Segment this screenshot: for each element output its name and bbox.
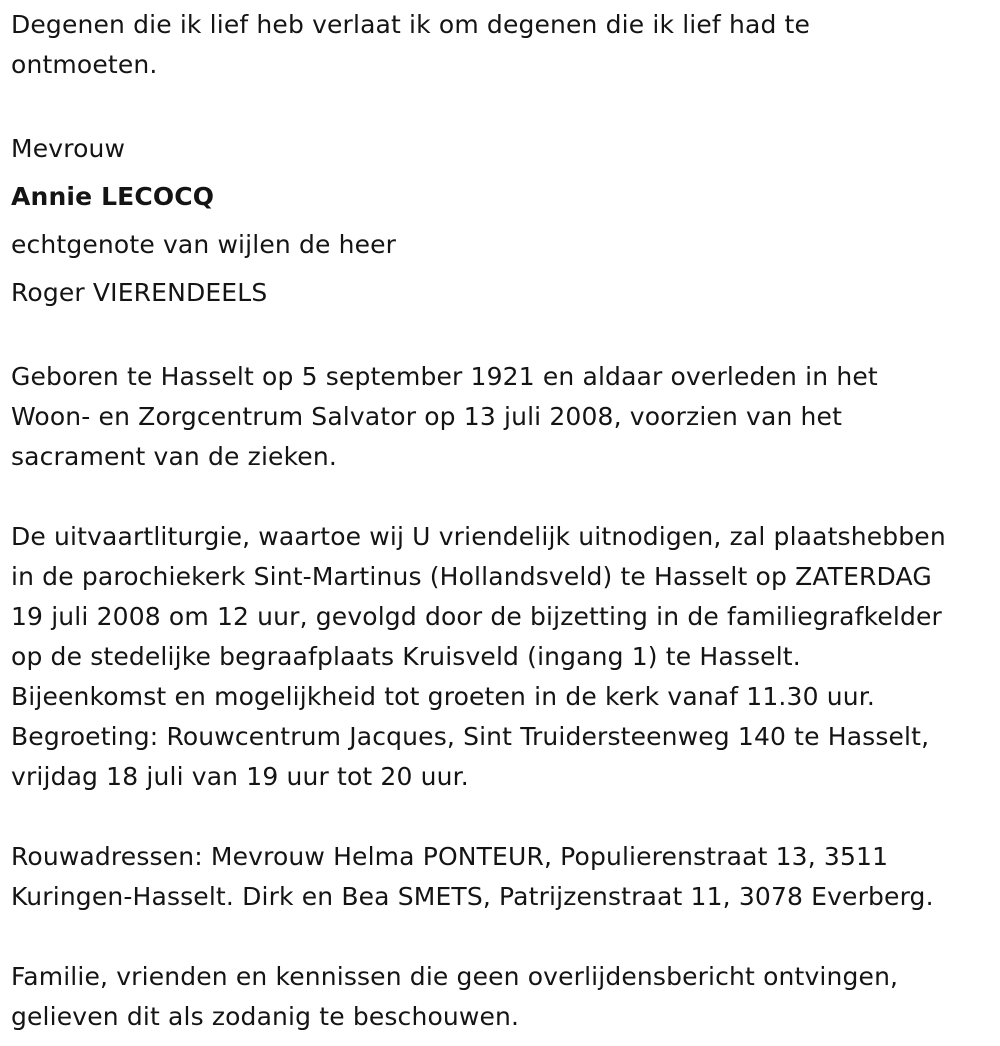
intro-line: Degenen die ik lief heb verlaat ik om degenen die ik lief had te [11,10,811,39]
paragraph-gap [11,317,996,357]
funeral-paragraph [11,517,996,797]
address-line: Kuringen-Hasselt. Dirk en Bea SMETS, Patrijzenstraat 11, 3078 Everberg. [11,882,934,911]
funeral-line: op de stedelijke begraafplaats Kruisveld (ingang 1) te Hasselt. [11,642,801,671]
funeral-line: De uitvaartliturgie, waartoe wij U vriendelijk uitnodigen, zal plaatshebben [11,522,946,551]
obituary-document [11,0,996,1037]
paragraph-gap [11,797,996,837]
birth-death-line: Woon- en Zorgcentrum Salvator op 13 juli 2008, voorzien van het [11,402,843,431]
person-block [11,125,996,317]
paragraph-gap [11,477,996,517]
funeral-line: vrijdag 18 juli van 19 uur tot 20 uur. [11,762,469,791]
closing-line: Familie, vrienden en kennissen die geen overlijdensbericht ontvingen, [11,962,899,991]
birth-death-paragraph [11,357,996,477]
funeral-line: Begroeting: Rouwcentrum Jacques, Sint Truidersteenweg 140 te Hasselt, [11,722,930,751]
paragraph-gap [11,917,996,957]
spouse-name: Roger VIERENDEELS [11,278,268,307]
paragraph-gap [11,85,996,125]
deceased-name: Annie LECOCQ [11,182,215,211]
birth-death-line: sacrament van de zieken. [11,442,337,471]
intro-line: ontmoeten. [11,50,158,79]
closing-paragraph [11,957,996,1037]
salutation: Mevrouw [11,134,126,163]
relation-text: echtgenote van wijlen de heer [11,230,397,259]
birth-death-line: Geboren te Hasselt op 5 september 1921 en aldaar overleden in het [11,362,878,391]
intro-paragraph [11,5,996,85]
address-line: Rouwadressen: Mevrouw Helma PONTEUR, Populierenstraat 13, 3511 [11,842,889,871]
funeral-line: 19 juli 2008 om 12 uur, gevolgd door de bijzetting in de familiegrafkelder [11,602,942,631]
funeral-line: Bijeenkomst en mogelijkheid tot groeten in de kerk vanaf 11.30 uur. [11,682,875,711]
addresses-paragraph [11,837,996,917]
funeral-line: in de parochiekerk Sint-Martinus (Hollandsveld) te Hasselt op ZATERDAG [11,562,932,591]
closing-line: gelieven dit als zodanig te beschouwen. [11,1002,520,1031]
